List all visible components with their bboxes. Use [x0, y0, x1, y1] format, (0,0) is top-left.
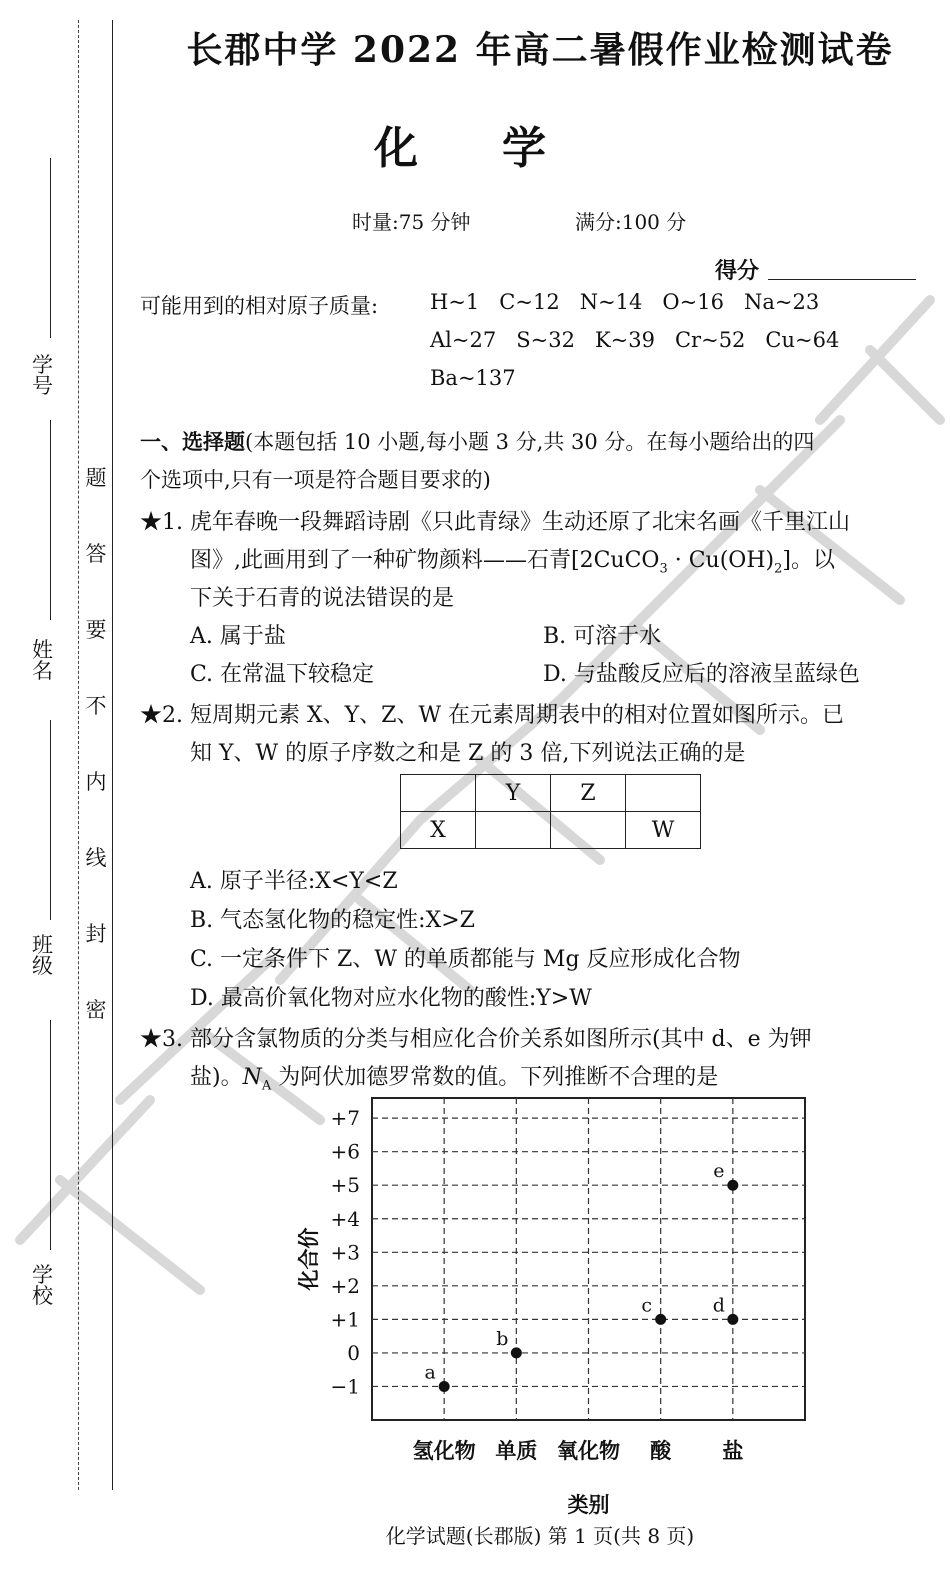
data-point-d — [727, 1314, 738, 1325]
table-cell — [626, 775, 701, 812]
student-id-underline — [50, 158, 51, 338]
data-point-a — [439, 1381, 450, 1392]
y-tick-label: +3 — [330, 1240, 360, 1265]
q2-line2: 知 Y、W 的原子序数之和是 Z 的 3 倍,下列说法正确的是 — [190, 741, 746, 766]
student-id-label: 学 号 — [32, 353, 53, 398]
x-tick-label: 氧化物 — [557, 1439, 620, 1463]
y-tick-label: +7 — [330, 1106, 360, 1131]
class-underline — [50, 1020, 51, 1250]
data-point-label: c — [641, 1294, 652, 1317]
q2-line1: ★2. 短周期元素 X、Y、Z、W 在元素周期表中的相对位置如图所示。已 — [140, 703, 845, 728]
data-point-e — [727, 1180, 738, 1191]
data-point-label: d — [712, 1294, 725, 1317]
table-cell: W — [626, 812, 701, 849]
seal-text: 题 答 要 不 内 线 封 密 — [85, 466, 107, 1022]
atomic-mass-row1: H~1 C~12 N~14 O~16 Na~23 — [430, 290, 820, 314]
data-point-label: a — [424, 1361, 436, 1384]
q1-option-a[interactable]: A. 属于盐 — [190, 624, 286, 649]
section-desc-2: 个选项中,只有一项是符合题目要求的) — [140, 468, 491, 492]
x-tick-label: 盐 — [722, 1439, 744, 1463]
y-tick-label: +6 — [330, 1139, 360, 1164]
y-tick-label: +5 — [330, 1173, 360, 1198]
name-underline — [50, 720, 51, 920]
full-score: 满分:100 分 — [575, 210, 687, 234]
atomic-mass-label: 可能用到的相对原子质量: — [140, 294, 379, 318]
exam-title: 长郡中学 2022 年高二暑假作业检测试卷 — [186, 29, 894, 71]
table-cell — [476, 812, 551, 849]
table-cell: X — [401, 812, 476, 849]
q1-line2: 图》,此画用到了一种矿物颜料——石青[2CuCO$_3$ · $Cu(OH)_2$]。以 — [190, 548, 835, 577]
q2-option-c[interactable]: C. 一定条件下 Z、W 的单质都能与 Mg 反应形成化合物 — [190, 947, 741, 972]
name-underline-top — [50, 420, 51, 620]
table-cell: Z — [551, 775, 626, 812]
x-tick-label: 单质 — [495, 1439, 538, 1463]
q1-line3: 下关于石青的说法错误的是 — [190, 586, 455, 611]
section-desc: (本题包括 10 小题,每小题 3 分,共 30 分。在每小题给出的四 — [245, 430, 815, 454]
table-row — [401, 812, 701, 849]
data-point-label: b — [496, 1327, 509, 1350]
table-cell — [401, 775, 476, 812]
table-row — [401, 775, 701, 812]
time-limit: 时量:75 分钟 — [352, 210, 471, 234]
y-tick-label: 0 — [347, 1340, 360, 1365]
q3-line1: ★3. 部分含氯物质的分类与相应化合价关系如图所示(其中 d、e 为钾 — [140, 1027, 812, 1052]
data-point-c — [655, 1314, 666, 1325]
binding-dashed-line — [78, 20, 79, 1490]
school-label: 学 校 — [32, 1263, 53, 1308]
y-tick-label: +4 — [330, 1206, 360, 1231]
x-tick-label: 氢化物 — [412, 1439, 476, 1463]
atomic-mass-row3: Ba~137 — [430, 366, 516, 390]
section-title: 一、选择题 — [140, 429, 245, 454]
periodic-table-excerpt — [400, 774, 701, 849]
y-tick-label: −1 — [330, 1374, 360, 1399]
data-point-label: e — [713, 1160, 725, 1183]
atomic-mass-row2: Al~27 S~32 K~39 Cr~52 Cu~64 — [430, 328, 840, 352]
table-cell — [551, 812, 626, 849]
valence-chart — [290, 1090, 830, 1520]
score-label: 得分 — [715, 258, 760, 284]
x-axis-label: 类别 — [567, 1493, 610, 1517]
score-blank — [768, 279, 916, 280]
x-tick-label: 酸 — [650, 1439, 672, 1463]
table-cell: Y — [476, 775, 551, 812]
y-tick-label: +2 — [330, 1273, 360, 1298]
q1-option-b[interactable]: B. 可溶于水 — [543, 624, 662, 649]
binding-solid-line — [112, 20, 113, 1490]
q2-option-b[interactable]: B. 气态氢化物的稳定性:X>Z — [190, 908, 475, 933]
class-label: 班 级 — [32, 933, 53, 978]
q2-option-d[interactable]: D. 最高价氧化物对应水化物的酸性:Y>W — [190, 986, 592, 1011]
q1-option-c[interactable]: C. 在常温下较稳定 — [190, 662, 375, 687]
y-axis-label: 化合价 — [297, 1227, 321, 1291]
subject-title: 化学 — [374, 123, 630, 174]
section-heading — [140, 426, 814, 456]
q1-line1: ★1. 虎年春晚一段舞蹈诗剧《只此青绿》生动还原了北宋名画《千里江山 — [140, 510, 850, 535]
q2-option-a[interactable]: A. 原子半径:X<Y<Z — [190, 869, 398, 894]
data-point-b — [511, 1347, 522, 1358]
q3-line2: 盐)。$N_A$ 为阿伏加德罗常数的值。下列推断不合理的是 — [190, 1065, 719, 1094]
y-tick-label: +1 — [330, 1307, 360, 1332]
page-footer: 化学试题(长郡版) 第 1 页(共 8 页) — [385, 1524, 695, 1548]
q1-option-d[interactable]: D. 与盐酸反应后的溶液呈蓝绿色 — [543, 662, 860, 687]
name-label: 姓 名 — [32, 638, 53, 683]
